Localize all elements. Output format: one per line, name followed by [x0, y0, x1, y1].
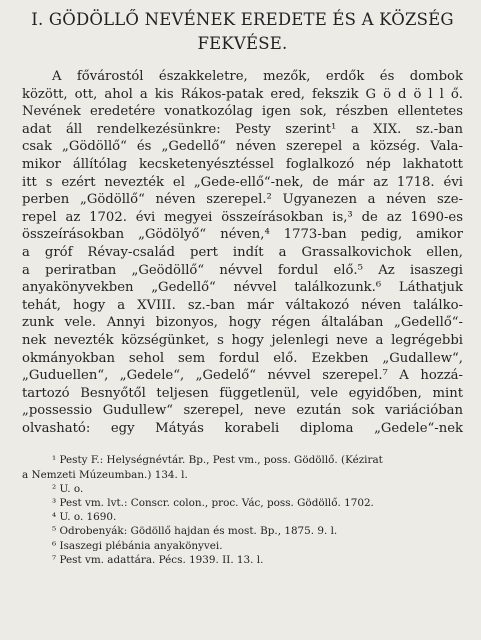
body-line: olvasható: egy Mátyás korabeli diploma „Gedele“-nek [22, 420, 463, 436]
body-line: adat áll rendelkezésünkre: Pesty szerint¹ a XIX. sz.-ban [22, 121, 463, 137]
footnote: ¹ Pesty F.: Helységnévtár. Bp., Pest vm., poss. Gödöllő. (Kézirat [52, 454, 383, 467]
body-line: nek nevezték községünket, s hogy jelenlegi neve a legrégebbi [22, 332, 463, 348]
body-line: anyakönyvekben „Gedellő“ névvel találkozunk.⁶ Láthatjuk [22, 280, 463, 296]
body-line: zunk vele. Annyi bizonyos, hogy régen általában „Gedellő“- [22, 315, 463, 331]
footnotes [22, 453, 463, 567]
body-line: repel az 1702. évi megyei összeírásokban is,³ de az 1690-es [22, 209, 463, 225]
footnote: ³ Pest vm. lvt.: Conscr. colon., proc. Vác, poss. Gödöllő. 1702. [52, 497, 374, 510]
body-line: tartozó Besnyőtől teljesen függetlenül, vele egyidőben, mint [22, 385, 463, 401]
body-line: „possessio Gudullew“ szerepel, neve ezután sok variációban [22, 403, 463, 419]
chapter-title-line-1: I. GÖDÖLLŐ NEVÉNEK EREDETE ÉS A KÖZSÉG [31, 10, 454, 29]
body-line: „Guduellen“, „Gedele“, „Gedelő“ névvel szerepel.⁷ A hozzá- [22, 368, 463, 384]
body-line: A fővárostól északkeletre, mezők, erdők és dombok [52, 69, 463, 84]
body-line: mikor állítólag kecsketenyésztéssel foglalkozó nép lakhatott [22, 156, 463, 172]
body-line: között, ott, ahol a kis Rákos-patak ered, fekszik G ö d ö l l ő. [22, 86, 463, 102]
body-line: Nevének eredetére vonatkozólag igen sok, részben ellentetes [22, 104, 463, 120]
body-line: perben „Gödöllő“ néven szerepel.² Ugyanezen a néven sze- [22, 192, 463, 208]
footnote: ⁵ Odrobenyák: Gödöllő hajdan és most. Bp., 1875. 9. l. [52, 525, 338, 538]
body-line: csak „Gödöllő“ és „Gedellő“ néven szerepel a község. Vala- [22, 139, 463, 155]
footnote: ⁷ Pest vm. adattára. Pécs. 1939. II. 13. l. [52, 553, 264, 566]
footnote: ² U. o. [52, 482, 84, 495]
body-line: tehát, hogy a XVIII. sz.-ban már váltakozó néven találko- [22, 297, 463, 313]
body-line: okmányokban sehol sem fordul elő. Ezekben „Gudallew“, [22, 350, 463, 366]
chapter-title [22, 8, 463, 56]
footnote: ⁴ U. o. 1690. [52, 511, 117, 524]
footnote: ⁶ Isaszegi plébánia anyakönyvei. [52, 539, 223, 552]
body-line: a gróf Révay-család pert indít a Grassalkovichok ellen, [22, 244, 463, 260]
body-text [22, 68, 463, 437]
body-line: a periratban „Geödöllő“ névvel fordul elő.⁵ Az isaszegi [22, 262, 463, 278]
body-line: itt s ezért nevezték el „Gede-ellő“-nek, de már az 1718. évi [22, 174, 463, 190]
chapter-title-line-2: FEKVÉSE. [197, 34, 288, 53]
body-line: összeírásokban „Gödölyő“ néven,⁴ 1773-ban pedig, amikor [22, 227, 463, 243]
footnote-continuation: a Nemzeti Múzeumban.) 134. l. [22, 468, 188, 481]
